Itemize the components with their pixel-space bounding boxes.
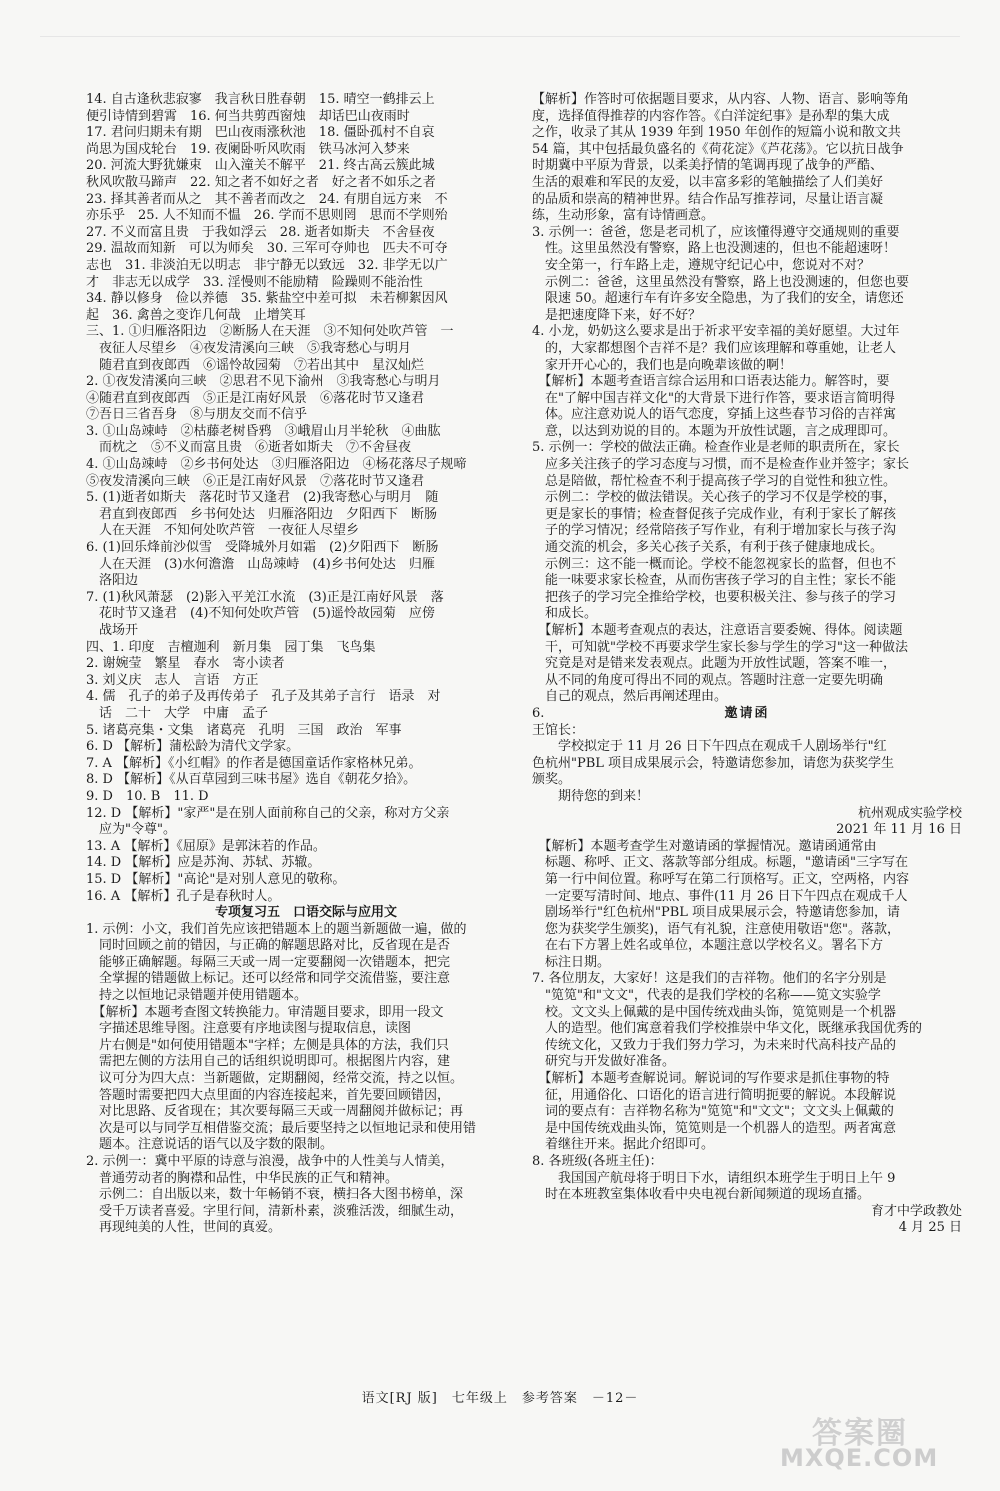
text-line: 议可分为四大点：当新题做，定期翻阅，经常交流，持之以恒。 — [86, 1071, 464, 1087]
text-line: 16. A 【解析】孔子是春秋时人。 — [86, 888, 281, 904]
text-line: 15. D 【解析】"高论"是对别人意见的敬称。 — [86, 871, 346, 887]
text-line: 人在天涯 不知何处吹芦管 一夜征人尽望乡 — [86, 523, 360, 539]
text-line: 17. 君问归期未有期 巴山夜雨涨秋池 18. 僵卧孤村不自哀 — [86, 125, 435, 141]
text-line: 29. 温故而知新 可以为师矣 30. 三军可夺帅也 匹夫不可夺 — [86, 241, 448, 257]
text-line: 究竟是对是错来发表观点。此题为开放性试题，答案不唯一， — [532, 656, 897, 672]
text-line: 在右下方署上姓名或单位，本题注意以学校名义。署名下方 — [532, 938, 884, 954]
text-line: 把孩子的学习完全推给学校，也要积极关注、参与孩子的学习 — [532, 589, 897, 605]
text-line: 【解析】本题考查观点的表达，注意语言要委婉、得体。阅读题 — [532, 623, 903, 638]
text-line: 再现纯美的人性，世间的真爱。 — [86, 1220, 282, 1236]
invitation-body-2: 色杭州"PBL 项目成果展示会，特邀请您参加，请您为获奖学生 — [532, 755, 895, 771]
text-line: 5. 诸葛亮集・文集 诸葛亮 孔明 三国 政治 军事 — [86, 722, 402, 738]
text-line: 意，以达到劝说的目的。本题为开放性试题，言之成理即可。 — [532, 423, 897, 439]
text-line: 从不同的角度可得出不同的观点。答题时注意一定要先明确 — [532, 672, 884, 688]
invitation-body-1: 学校拟定于 11 月 26 日下午四点在观成千人剧场举行"红 — [558, 739, 887, 755]
text-line: 次是可以与同学互相借鉴交流；最后要坚持之以恒地记录和使用错 — [86, 1120, 477, 1136]
text-line: 尚思为国戍轮台 19. 夜阑卧听风吹雨 铁马冰河入梦来 — [86, 141, 410, 157]
text-line: 持之以恒地记录错题并使用错题本。 — [86, 988, 308, 1004]
text-line: 干，可知就"学校不再要求学生家长参与学生的学习"这一种做法 — [532, 639, 908, 655]
text-line: 安全第一，行车路上走，遵规守纪记心中，您说对不对？ — [532, 257, 871, 273]
text-line: 词的要点有：吉祥物名称为"笕笕"和"文文"；文文头上佩戴的 — [532, 1104, 894, 1120]
text-line: 时期冀中平原为背景，以柔美抒情的笔调再现了战争的严酷、 — [532, 158, 884, 174]
text-line: 总是陪做，帮忙检查不利于提高孩子学习的自觉性和独立性。 — [532, 473, 897, 489]
text-line: 而枕之 ⑤不义而富且贵 ⑥逝者如斯夫 ⑦不舍昼夜 — [86, 440, 412, 456]
text-line: 【解析】本题考查学生对邀请函的掌握情况。邀请函通常由 — [532, 838, 877, 854]
text-line: 秋风吹散马蹄声 22. 知之者不如好之者 好之者不如乐之者 — [86, 174, 436, 190]
text-line: 片右侧是"如何使用错题本"字样；左侧是具体的方法，我们只 — [86, 1037, 449, 1053]
text-line: 普通劳动者的胸襟和品性，中华民族的正气和精神。 — [86, 1170, 399, 1186]
text-line: 6. (1)回乐烽前沙似雪 受降城外月如霜 (2)夕阳西下 断肠 — [86, 540, 439, 556]
text-line: 的品质和崇高的精神世界。结合作品写推荐词，尽量让语言凝 — [532, 191, 884, 207]
notice-signature: 育才中学政教处 — [870, 1203, 962, 1219]
text-line: 示例二：自出版以来，数十年畅销不衰，横扫各大图书榜单，深 — [86, 1187, 464, 1203]
text-line: 时在本班教室集体收看中央电视台新闻频道的现场直播。 — [532, 1187, 871, 1203]
text-line: 是中国传统戏曲头饰，笕笕则是一个机器人的造型。两者寓意 — [532, 1120, 897, 1136]
invitation-signature: 杭州观成实验学校 — [857, 805, 962, 821]
text-line: 生活的艰难和军民的友爱，以丰富多彩的笔触描绘了人们美好 — [532, 174, 884, 190]
text-line: 5. (1)逝者如斯夫 落花时节又逢君 (2)我寄愁心与明月 随 — [86, 490, 439, 506]
text-line: 14. 自古逢秋悲寂寥 我言秋日胜春朝 15. 晴空一鹤排云上 — [86, 92, 435, 107]
text-line: 对比思路、反省现在；其次要每隔三天或一周翻阅并做标记；再 — [86, 1104, 464, 1120]
right-column — [532, 92, 962, 1237]
text-line: 34. 静以修身 俭以养德 35. 紫盐空中差可拟 未若柳絮因风 — [86, 291, 448, 307]
text-line: 13. A 【解析】《屈原》是郭沫若的作品。 — [86, 838, 326, 854]
text-line: 才 非志无以成学 33. 淫慢则不能励精 险躁则不能治性 — [86, 274, 423, 290]
text-line: 度，选择值得推荐的内容作答。《白洋淀纪事》是孙犁的集大成 — [532, 108, 890, 124]
text-line: 起 36. 禽兽之变诈几何哉 止增笑耳 — [86, 307, 306, 323]
text-line: 志也 31. 非淡泊无以明志 非宁静无以致远 32. 非学无以广 — [86, 257, 448, 273]
text-line: 第一行中间位置。称呼写在第二行顶格写。正文，空两格，内容 — [532, 871, 910, 887]
text-line: 标题、称呼、正文、落款等部分组成。标题，"邀请函"三字写在 — [532, 855, 908, 871]
text-line: 12. D 【解析】"家严"是在别人面前称自己的父亲，称对方父亲 — [86, 805, 450, 821]
text-line: 体。应注意劝说人的语气恋度，穿插上这些春节习俗的吉祥寓 — [532, 407, 897, 423]
text-line: 字描述思维导图。注意要有序地读图与提取信息，读图 — [86, 1021, 412, 1037]
invitation-body-3: 颁奖。 — [532, 772, 572, 788]
text-line: 8. D 【解析】《从百草园到三味书屋》选自《朝花夕拾》。 — [86, 772, 417, 788]
text-line: 7. A 【解析】《小红帽》的作者是德国童话作家格林兄弟。 — [86, 755, 422, 771]
text-line: 夜征人尽望乡 ④夜发清溪向三峡 ⑤我寄愁心与明月 — [86, 340, 425, 356]
text-line: 2. 示例一：冀中平原的诗意与浪漫，战争中的人性美与人情美， — [86, 1154, 454, 1169]
text-line: 剧场举行"红色杭州"PBL 项目成果展示会，特邀请您参加，请 — [532, 905, 901, 921]
text-line: 洛阳边 — [86, 573, 139, 589]
text-line: 应为"令尊"。 — [86, 822, 176, 838]
text-line: 【解析】本题考查语言综合运用和口语表达能力。解答时，要 — [532, 374, 890, 390]
text-line: 9. D 10. B 11. D — [86, 788, 209, 804]
text-line: 【解析】作答时可依据题目要求，从内容、人物、语言、影响等角 — [532, 92, 910, 107]
text-line: 话 二十 大学 中庸 孟子 — [86, 705, 269, 721]
text-line: 1. 示例：小文，我们首先应该把错题本上的题当新题做一遍，做的 — [86, 921, 467, 937]
text-line: 应多关注孩子的学习态度与习惯，而不是检查作业并签字；家长 — [532, 457, 910, 473]
text-line: 3. ①山岛竦峙 ②枯藤老树昏鸦 ③峨眉山月半轮秋 ④曲肱 — [86, 423, 441, 439]
text-line: 性。这里虽然没有警察，路上也没测速的，但也不能超速呀！ — [532, 241, 897, 257]
text-line: 14. D 【解析】应是苏洵、苏轼、苏辙。 — [86, 855, 321, 871]
notice-date: 4 月 25 日 — [898, 1220, 962, 1236]
text-line: 7. (1)秋风萧瑟 (2)影入平羌江水流 (3)正是江南好风景 落 — [86, 589, 444, 605]
watermark-text: 答案圈 — [812, 1416, 908, 1451]
text-line: 题本。注意说话的语气以及字数的限制。 — [86, 1137, 334, 1153]
top-rule — [40, 36, 960, 37]
text-line: 4. ①山岛竦峙 ②乡书何处达 ③归雁洛阳边 ④杨花落尽子规啼 — [86, 457, 467, 473]
invitation-title: 邀请函 — [724, 705, 770, 721]
text-line: 一定要写清时间、地点、事件(11 月 26 日下午四点在观成千人 — [532, 888, 908, 904]
text-line: 示例二：学校的做法错误。关心孩子的学习不仅是学校的事， — [532, 490, 897, 506]
text-line: 答题时需要把四大点里面的内容连接起来，首先要回顾错因， — [86, 1087, 451, 1103]
text-line: 能一味要求家长检查，从而伤害孩子学习的自主性；家长不能 — [532, 573, 897, 589]
right-answers-block-2 — [532, 839, 962, 1204]
text-line: 人在天涯 (3)水何澹澹 山岛竦峙 (4)乡书何处达 归雁 — [86, 556, 435, 572]
text-line: 54 篇，其中包括最负盛名的《荷花淀》《芦花荡》。它以抗日战争 — [532, 141, 904, 157]
text-line: 示例二：爸爸，这里虽然没有警察，路上也没测速的，但您也要 — [532, 274, 910, 290]
text-line: 标注日期。 — [532, 954, 611, 970]
text-line: 便引诗情到碧霄 16. 何当共剪西窗烛 却话巴山夜雨时 — [86, 108, 410, 124]
text-line: 3. 刘义庆 志人 言语 方正 — [86, 672, 259, 688]
text-line: ④随君直到夜郎西 ⑤正是江南好风景 ⑥落花时节又逢君 — [86, 390, 425, 406]
text-line: 自己的观点，然后再阐述理由。 — [532, 689, 728, 705]
left-column — [86, 92, 526, 1237]
section-heading: 专项复习五 口语交际与应用文 — [214, 905, 397, 921]
text-line: 示例三：这不能一概而论。学校不能忽视家长的监督，但也不 — [532, 556, 897, 572]
left-answers-block — [86, 92, 526, 905]
text-line: 更是家长的事情；检查督促孩子完成作业，有利于家长了解孩 — [532, 506, 897, 522]
text-line: 【解析】本题考查图文转换能力。审清题目要求，即用一段文 — [86, 1004, 444, 1020]
text-line: 子的学习情况；经常陪孩子写作业，有利于增加家长与孩子沟 — [532, 523, 897, 539]
text-line: 的，大家都想图个吉祥不是？我们应该理解和尊重她，让老人 — [532, 340, 897, 356]
invitation-date: 2021 年 11 月 16 日 — [836, 822, 962, 838]
text-line: 限速 50。超速行车有许多安全隐患，为了我们的安全，请您还 — [532, 291, 904, 307]
text-line: 研究与开发做好准备。 — [532, 1054, 676, 1070]
text-line: 需把左侧的方法用自己的话组织说明即可。根据图片内容，建 — [86, 1054, 451, 1070]
text-line: 校。文文头上佩戴的是中国传统戏曲头饰，笕笕则是一个机器 — [532, 1004, 897, 1020]
text-line: 和成长。 — [532, 606, 598, 622]
text-line: 之作，收录了其从 1939 年到 1950 年创作的短篇小说和散文共 — [532, 125, 901, 141]
text-line: 4. 小龙，奶奶这么要求是出于祈求平安幸福的美好愿望。大过年 — [532, 324, 900, 340]
left-oral-answers-block — [86, 922, 526, 1237]
text-line: 四、1. 印度 吉檀迦利 新月集 园丁集 飞鸟集 — [86, 639, 376, 655]
text-line: ⑤夜发清溪向三峡 ⑥正是江南好风景 ⑦落花时节又逢君 — [86, 473, 425, 489]
text-line: 花时节又逢君 (4)不知何处吹芦管 (5)遥怜故园菊 应傍 — [86, 606, 435, 622]
text-line: 同时回顾之前的错因，与正确的解题思路对比，反省现在是否 — [86, 938, 451, 954]
right-answers-block — [532, 92, 962, 706]
text-line: 人的造型。他们寓意着我们学校推崇中华文化，既继承我国优秀的 — [532, 1021, 923, 1037]
text-line: 8. 各班级(各班主任)： — [532, 1154, 663, 1169]
text-line: 在"了解中国吉祥文化"的大背景下进行作答，要求语言简明得 — [532, 390, 895, 406]
invitation-salutation: 王馆长： — [532, 722, 585, 738]
text-line: 通交流的机会，多关心孩子关系，有利于孩子健康地成长。 — [532, 540, 884, 556]
text-line: 征，用通俗化、口语化的语言进行简明扼要的解说。本段解说 — [532, 1087, 897, 1103]
text-line: 5. 示例一：学校的做法正确。检查作业是老师的职责所在，家长 — [532, 440, 900, 456]
watermark-logo — [752, 1408, 962, 1474]
text-line: 2. ①夜发清溪向三峡 ②思君不见下渝州 ③我寄愁心与明月 — [86, 374, 441, 390]
text-line: 君直到夜郎西 乡书何处达 归雁洛阳边 夕阳西下 断肠 — [86, 506, 438, 522]
text-line: 亦乐乎 25. 人不知而不愠 26. 学而不思则罔 思而不学则殆 — [86, 208, 448, 224]
text-line: 6. D 【解析】蒲松龄为清代文学家。 — [86, 739, 300, 755]
text-line: "笕笕"和"文文"，代表的是我们学校的名称——笕文实验学 — [532, 988, 881, 1004]
text-line: 着继往开来。据此介绍即可。 — [532, 1137, 715, 1153]
text-line: 全掌握的错题做上标记。还可以经常和同学交流借鉴，要注意 — [86, 971, 451, 987]
text-line: 练，生动形象，富有诗情画意。 — [532, 208, 715, 224]
text-line: 20. 河流大野犹嫌束 山入潼关不解平 21. 终古高云簇此城 — [86, 158, 435, 174]
text-line: 您为获奖学生颁奖)，语气有礼貌，注意使用敬语"您"。落款， — [532, 921, 901, 937]
text-line: 3. 示例一：爸爸，您是老司机了，应该懂得遵守交通规则的重要 — [532, 224, 900, 240]
text-line: 能够正确解题。每隔三天或一周一定要翻阅一次错题本，把完 — [86, 954, 451, 970]
text-line: ⑦吾日三省吾身 ⑧与朋友交而不信乎 — [86, 407, 308, 423]
text-line: 随君直到夜郎西 ⑥谣怜故园菊 ⑦若出其中 星汉灿烂 — [86, 357, 425, 373]
text-line: 家开开心心的，我们也是向晚辈该做的啊！ — [532, 357, 793, 373]
text-line: 2. 谢婉莹 繁星 春水 寄小读者 — [86, 656, 285, 672]
text-line: 27. 不义而富且贵 于我如浮云 28. 逝者如斯夫 不舍昼夜 — [86, 224, 435, 240]
watermark-url: MXQE.COM — [780, 1444, 939, 1472]
text-line: 是把速度降下来，好不好？ — [532, 307, 702, 323]
text-line: 7. 各位朋友，大家好！这是我们的吉祥物。他们的名字分别是 — [532, 971, 887, 987]
text-line: 4. 儒 孔子的弟子及再传弟子 孔子及其弟子言行 语录 对 — [86, 689, 441, 705]
text-line: 传统文化，又致力于我们努力学习，为未来时代高科技产品的 — [532, 1037, 897, 1053]
text-line: 三、1. ①归雁洛阳边 ②断肠人在天涯 ③不知何处吹芦管 一 — [86, 324, 454, 340]
text-line: 受千万读者喜爱。字里行间，清新朴素，淡雅活泼，细腻生动， — [86, 1203, 464, 1219]
page-footer: 语文[RJ 版] 七年级上 参考答案 －12－ — [361, 1391, 639, 1406]
invitation-number: 6. — [532, 705, 545, 721]
invitation-closing: 期待您的到来！ — [558, 788, 650, 804]
text-line: 我国国产航母将于明日下水，请组织本班学生于明日上午 9 — [532, 1170, 896, 1186]
text-line: 【解析】本题考查解说词。解说词的写作要求是抓住事物的特 — [532, 1071, 890, 1087]
text-line: 23. 择其善者而从之 其不善者而改之 24. 有朋自远方来 不 — [86, 191, 448, 207]
text-line: 战场开 — [86, 623, 139, 638]
